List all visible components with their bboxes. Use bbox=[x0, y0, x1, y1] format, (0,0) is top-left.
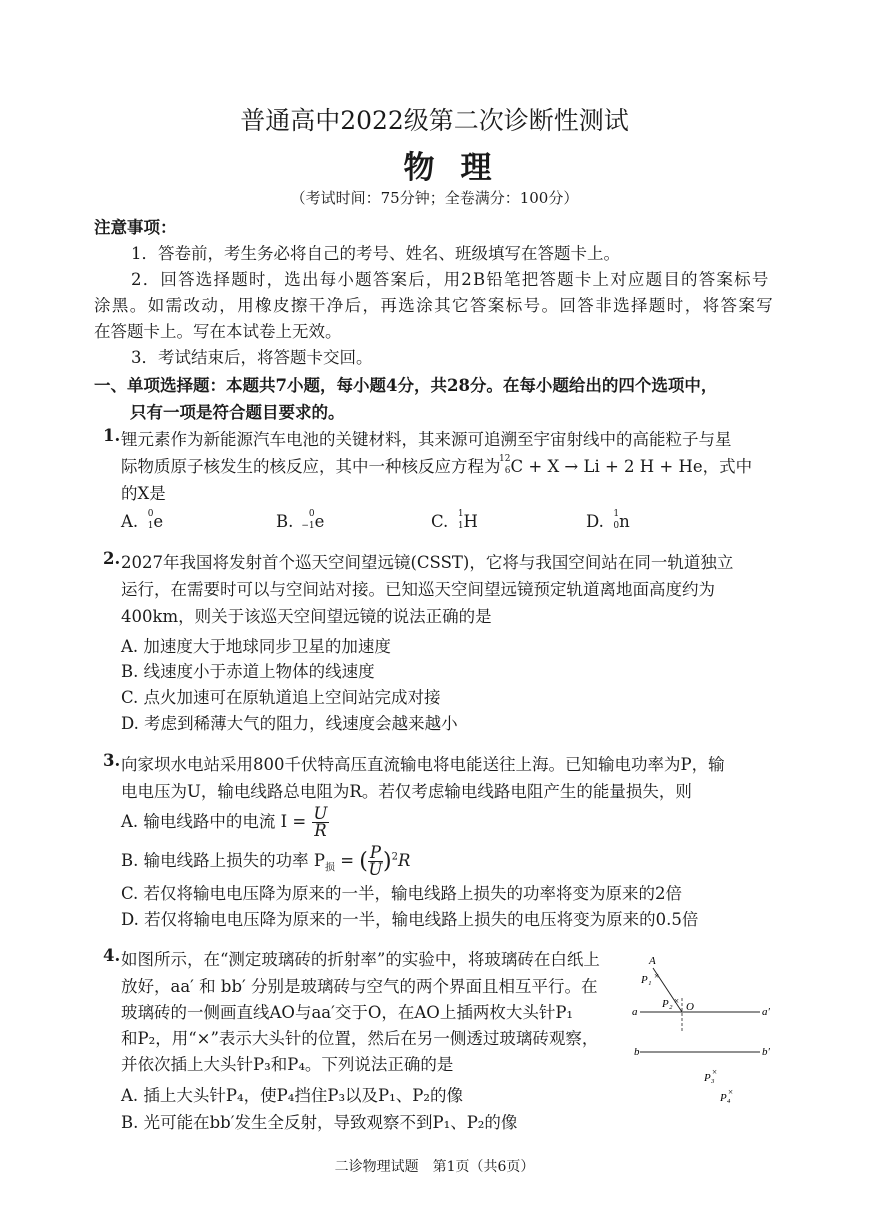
q2-option-b: B. 线速度小于赤道上物体的线速度 bbox=[121, 662, 375, 681]
q2-line3: 400km，则关于该巡天空间望远镜的说法正确的是 bbox=[121, 607, 492, 626]
q3-line1: 向家坝水电站采用800千伏特高压直流输电将电能送往上海。已知输电功率为P，输 bbox=[121, 755, 725, 774]
q1-option-d: D. 1 0 n bbox=[586, 509, 630, 531]
q3-number: 3. bbox=[103, 751, 121, 770]
q4-line5: 并依次插上大头针P₃和P₄。下列说法正确的是 bbox=[121, 1055, 454, 1074]
notice-item-2-cont2: 在答题卡上。写在本试卷上无效。 bbox=[94, 322, 342, 341]
notice-item-1: 1．答卷前，考生务必将自己的考号、姓名、班级填写在答题卡上。 bbox=[131, 244, 620, 263]
subject-title: 物理 bbox=[403, 150, 518, 186]
label-P2: P₂ bbox=[662, 998, 673, 1010]
q3-line2: 电电压为U，输电线路总电阻为R。若仅考虑输电线路电阻产生的能量损失，则 bbox=[121, 782, 692, 801]
exam-duration: （考试时间：75分钟；全卷满分：100分） bbox=[290, 189, 579, 207]
notice-item-2: 2．回答选择题时，选出每小题答案后，用2B铅笔把答题卡上对应题目的答案标号 bbox=[131, 270, 770, 289]
label-P4: P₄ bbox=[720, 1092, 731, 1104]
pin-p2-mark: × bbox=[674, 996, 680, 1006]
label-O: O bbox=[686, 1001, 694, 1013]
q1-number: 1. bbox=[103, 426, 121, 445]
notice-item-3: 3．考试结束后，将答题卡交回。 bbox=[131, 348, 373, 367]
pin-p4-mark: × bbox=[728, 1087, 734, 1097]
exam-title: 普通高中2022级第二次诊断性测试 bbox=[240, 106, 629, 135]
q3-option-a: A. 输电线路中的电流 I = $\frac{U}{R}$ bbox=[121, 804, 328, 840]
q4-line3: 玻璃砖的一侧画直线AO与aa′交于O，在AO上插两枚大头针P₁ bbox=[121, 1003, 574, 1022]
label-b: b bbox=[634, 1046, 640, 1058]
q3-option-c: C. 若仅将输电电压降为原来的一半，输电线路上损失的功率将变为原来的2倍 bbox=[121, 884, 683, 903]
q4-line4: 和P₂，用“×”表示大头针的位置，然后在另一侧透过玻璃砖观察， bbox=[121, 1029, 599, 1048]
section-heading-cont: 只有一项是符合题目要求的。 bbox=[130, 403, 345, 422]
q1-option-a: A. 0 1 e bbox=[121, 509, 164, 531]
q2-line2: 运行，在需要时可以与空间站对接。已知巡天空间望远镜预定轨道离地面高度约为 bbox=[121, 580, 715, 599]
label-A: A bbox=[649, 955, 656, 967]
q1-option-b: B. 0 −1 e bbox=[276, 509, 325, 531]
q2-option-d: D. 考虑到稀薄大气的阻力，线速度会越来越小 bbox=[121, 714, 458, 733]
page-footer: 二诊物理试题 第1页（共6页） bbox=[334, 1159, 535, 1175]
label-P1: P₁ bbox=[641, 974, 652, 986]
pin-p3-mark: × bbox=[712, 1067, 718, 1077]
label-P3: P₃ bbox=[704, 1072, 715, 1084]
q1-option-c: C. 1 1 H bbox=[431, 509, 478, 531]
q1-line2: 际物质原子核发生的核反应，其中一种核反应方程为 12 6 C + X → Li + 2 H + He，式中 bbox=[121, 454, 753, 476]
q3-option-d: D. 若仅将输电电压降为原来的一半，输电线路上损失的电压将变为原来的0.5倍 bbox=[121, 910, 699, 929]
fraction: $\frac{P}{U}$ bbox=[368, 843, 383, 879]
q1-equation: C + X → Li + 2 H + He bbox=[510, 457, 703, 476]
label-b-prime: b′ bbox=[762, 1046, 770, 1058]
label-a-prime: a′ bbox=[762, 1006, 770, 1018]
label-a: a bbox=[632, 1006, 638, 1018]
q4-option-b: B. 光可能在bb′发生全反射，导致观察不到P₁、P₂的像 bbox=[121, 1113, 518, 1132]
pin-p1-mark: × bbox=[654, 971, 660, 981]
q4-number: 4. bbox=[103, 946, 121, 965]
notice-item-2-cont: 涂黑。如需改动，用橡皮擦干净后，再选涂其它答案标号。回答非选择题时，将答案写 bbox=[94, 296, 775, 315]
q3-option-b: B. 输电线路上损失的功率 $P_损$ = ( $\frac{P}{U}$ )$^2$R bbox=[121, 843, 411, 879]
q2-option-c: C. 点火加速可在原轨道追上空间站完成对接 bbox=[121, 688, 441, 707]
fraction: $\frac{U}{R}$ bbox=[313, 804, 328, 840]
notice-heading: 注意事项： bbox=[94, 218, 177, 237]
q2-number: 2. bbox=[103, 549, 121, 568]
isotope-c: 12 6 bbox=[499, 454, 511, 476]
q1-line3: 的X是 bbox=[121, 484, 166, 503]
q2-option-a: A. 加速度大于地球同步卫星的加速度 bbox=[121, 637, 391, 656]
q1-line1: 锂元素作为新能源汽车电池的关键材料，其来源可追溯至宇宙射线中的高能粒子与星 bbox=[121, 430, 732, 449]
q4-line2: 放好，aa′ 和 bb′ 分别是玻璃砖与空气的两个界面且相互平行。在 bbox=[121, 977, 598, 996]
q4-line1: 如图所示，在“测定玻璃砖的折射率”的实验中，将玻璃砖在白纸上 bbox=[121, 950, 600, 969]
q2-line1: 2027年我国将发射首个巡天空间望远镜(CSST)，它将与我国空间站在同一轨道独立 bbox=[121, 553, 734, 572]
q4-option-a: A. 插上大头针P₄，使P₄挡住P₃以及P₁、P₂的像 bbox=[121, 1086, 463, 1105]
section-heading: 一、单项选择题：本题共7小题，每小题4分，共28分。在每小题给出的四个选项中， bbox=[94, 376, 718, 395]
glass-brick-figure bbox=[630, 948, 780, 1108]
